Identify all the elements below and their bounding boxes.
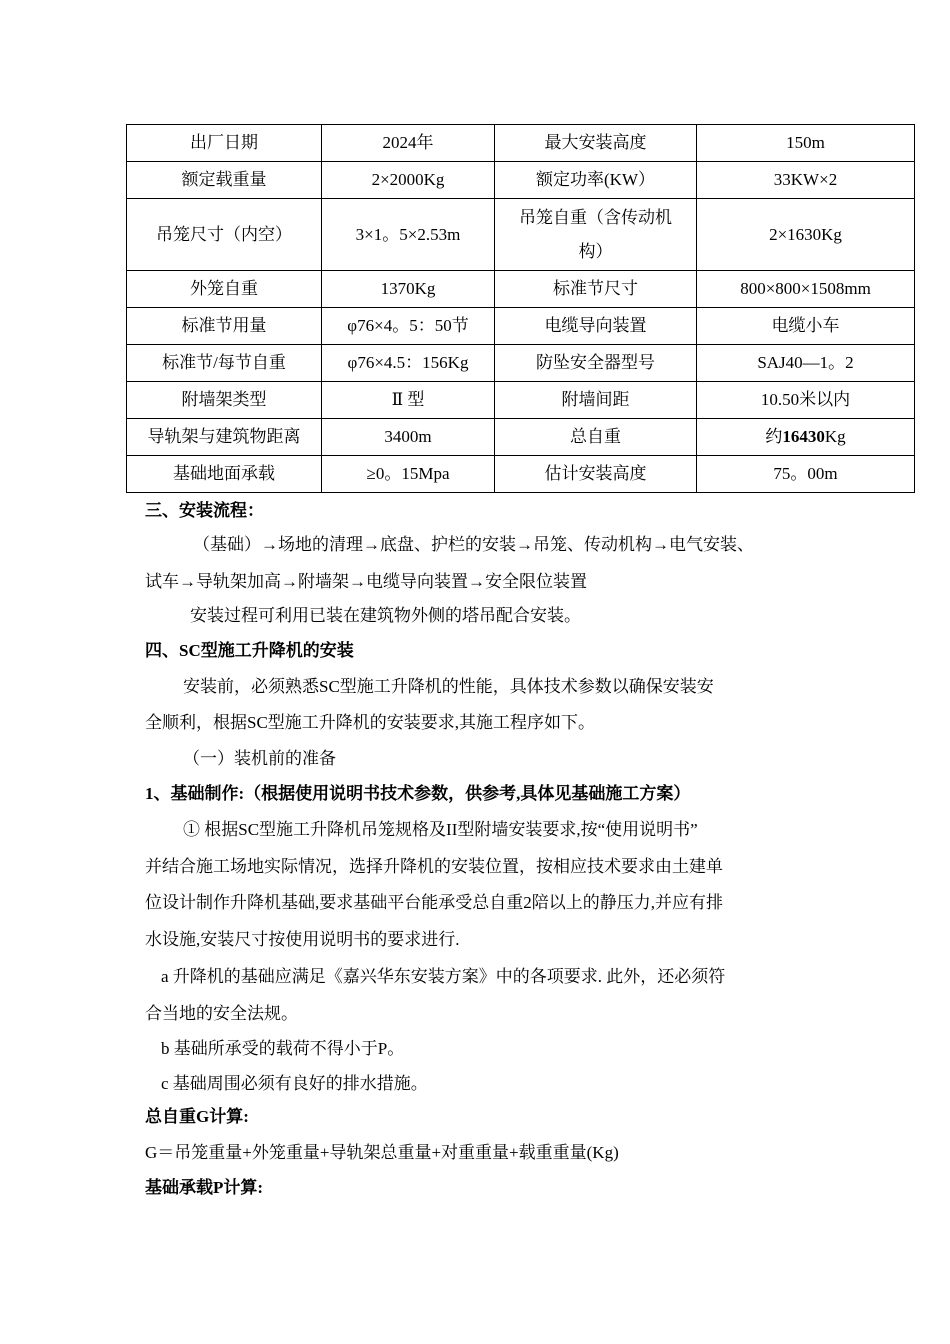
list-item: b 基础所承受的载荷不得小于P。 bbox=[161, 1039, 405, 1058]
table-cell: 3×1。5×2.53m bbox=[322, 199, 495, 271]
paragraph-line: 水设施,安装尺寸按使用说明书的要求进行. bbox=[145, 930, 460, 949]
table-row bbox=[127, 345, 915, 382]
table-cell bbox=[697, 419, 915, 456]
table-cell: 总自重 bbox=[495, 419, 697, 456]
total-weight-unit: Kg bbox=[824, 427, 846, 446]
list-item: a 升降机的基础应满足《嘉兴华东安装方案》中的各项要求. 此外，还必须符 bbox=[161, 967, 726, 986]
paragraph-line: 试车→导轨架加高→附墙架→电缆导向装置→安全限位装置 bbox=[145, 572, 587, 591]
table-cell: 基础地面承载 bbox=[127, 456, 322, 493]
paragraph-line: （基础）→场地的清理→底盘、护栏的安装→吊笼、传动机构→电气安装、 bbox=[193, 535, 754, 554]
total-weight-prefix: 约 bbox=[765, 427, 783, 446]
paragraph-line: 合当地的安全法规。 bbox=[145, 1004, 298, 1023]
list-item: c 基础周围必须有良好的排水措施。 bbox=[161, 1074, 428, 1093]
p-calc-title: 基础承载P计算: bbox=[145, 1178, 264, 1197]
table-row bbox=[127, 382, 915, 419]
table-cell: 1370Kg bbox=[322, 271, 495, 308]
table-cell: φ76×4.5：156Kg bbox=[322, 345, 495, 382]
table-row bbox=[127, 125, 915, 162]
table-cell: 2024年 bbox=[322, 125, 495, 162]
table-cell: 防坠安全器型号 bbox=[495, 345, 697, 382]
table-cell: Ⅱ 型 bbox=[322, 382, 495, 419]
g-formula: G＝吊笼重量+外笼重量+导轨架总重量+对重重量+载重重量(Kg) bbox=[145, 1143, 619, 1162]
table-cell: 2×1630Kg bbox=[697, 199, 915, 271]
table-cell: 10.50米以内 bbox=[697, 382, 915, 419]
paragraph-line: 安装过程可利用已装在建筑物外侧的塔吊配合安装。 bbox=[190, 606, 581, 625]
parameter-table bbox=[126, 124, 915, 493]
table-row bbox=[127, 419, 915, 456]
table-cell: 估计安装高度 bbox=[495, 456, 697, 493]
table-cell: 附墙架类型 bbox=[127, 382, 322, 419]
table-cell: 吊笼尺寸（内空） bbox=[127, 199, 322, 271]
paragraph-line: 并结合施工场地实际情况，选择升降机的安装位置，按相应技术要求由土建单 bbox=[145, 857, 723, 876]
cell-line: 构） bbox=[578, 241, 613, 261]
table-cell: 额定功率(KW） bbox=[495, 162, 697, 199]
table-cell bbox=[495, 199, 697, 271]
table-cell: 电缆导向装置 bbox=[495, 308, 697, 345]
cell-line: 吊笼自重（含传动机 bbox=[519, 207, 672, 227]
table-cell: 附墙间距 bbox=[495, 382, 697, 419]
table-cell: 额定载重量 bbox=[127, 162, 322, 199]
item-1-title: 1、基础制作:（根据使用说明书技术参数，供参考,具体见基础施工方案） bbox=[145, 784, 691, 803]
table-cell: 标准节/每节自重 bbox=[127, 345, 322, 382]
paragraph-line: 位设计制作升降机基础,要求基础平台能承受总自重2陪以上的静压力,并应有排 bbox=[145, 893, 723, 912]
table-cell: 2×2000Kg bbox=[322, 162, 495, 199]
paragraph-line: 安装前，必须熟悉SC型施工升降机的性能，具体技术参数以确保安装安 bbox=[183, 677, 714, 696]
section-4-title: 四、SC型施工升降机的安装 bbox=[145, 641, 354, 660]
g-calc-title: 总自重G计算: bbox=[145, 1107, 249, 1126]
table-row bbox=[127, 456, 915, 493]
table-cell: 标准节用量 bbox=[127, 308, 322, 345]
table-cell: 800×800×1508mm bbox=[697, 271, 915, 308]
table-row bbox=[127, 199, 915, 271]
table-row bbox=[127, 162, 915, 199]
table-cell: 最大安装高度 bbox=[495, 125, 697, 162]
table-cell: 33KW×2 bbox=[697, 162, 915, 199]
table-cell: 外笼自重 bbox=[127, 271, 322, 308]
table-cell: 75。00m bbox=[697, 456, 915, 493]
table-cell: ≥0。15Mpa bbox=[322, 456, 495, 493]
subsection-title: （一）装机前的准备 bbox=[183, 749, 336, 768]
paragraph-line: 全顺利，根据SC型施工升降机的安装要求,其施工程序如下。 bbox=[145, 713, 596, 732]
total-weight-value: 16430 bbox=[782, 427, 825, 446]
table-cell: 标准节尺寸 bbox=[495, 271, 697, 308]
paragraph-line: ① 根据SC型施工升降机吊笼规格及II型附墙安装要求,按“使用说明书” bbox=[183, 820, 698, 839]
table-row bbox=[127, 308, 915, 345]
table-cell: 出厂日期 bbox=[127, 125, 322, 162]
table-cell: 电缆小车 bbox=[697, 308, 915, 345]
table-row bbox=[127, 271, 915, 308]
table-cell: 3400m bbox=[322, 419, 495, 456]
section-3-title: 三、安装流程： bbox=[145, 501, 264, 520]
table-cell: 150m bbox=[697, 125, 915, 162]
table-cell: SAJ40—1。2 bbox=[697, 345, 915, 382]
table-cell: 导轨架与建筑物距离 bbox=[127, 419, 322, 456]
table-cell: φ76×4。5：50节 bbox=[322, 308, 495, 345]
